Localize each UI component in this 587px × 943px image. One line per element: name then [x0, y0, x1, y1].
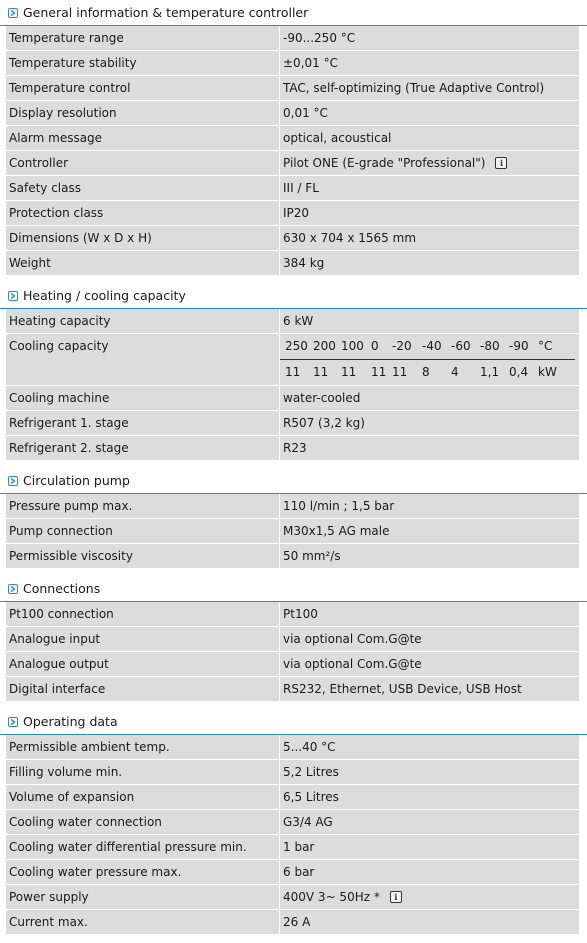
row-value-with-info [280, 151, 580, 176]
spec-table-connections [6, 602, 579, 702]
section-header-operating-data[interactable] [0, 709, 587, 735]
section-title: Circulation pump [23, 473, 130, 488]
spec-table-general [6, 26, 579, 276]
row-label: Pt100 connection [6, 602, 280, 627]
row-value: 1 bar [280, 835, 580, 860]
capacity-cell: 0,4 [509, 365, 529, 379]
row-label: Digital interface [6, 677, 280, 702]
temperature-cell: 0 [371, 339, 379, 353]
row-value: 50 mm²/s [280, 544, 580, 569]
info-icon[interactable]: i [495, 157, 507, 169]
section-gap [0, 702, 587, 709]
table-row [6, 735, 579, 760]
spec-table-operating-data [6, 735, 579, 935]
section-general [0, 0, 587, 276]
row-label: Pressure pump max. [6, 494, 280, 519]
row-value: 5,2 Litres [280, 760, 580, 785]
capacity-cell: 11 [392, 365, 408, 379]
temperature-cell: -80 [480, 339, 500, 353]
temperature-cell: -60 [451, 339, 471, 353]
row-value: III / FL [280, 176, 580, 201]
section-heating-cooling [0, 283, 587, 461]
row-value: 110 l/min ; 1,5 bar [280, 494, 580, 519]
row-label: Dimensions (W x D x H) [6, 226, 280, 251]
row-value: 26 A [280, 910, 580, 935]
table-row [6, 627, 579, 652]
row-label: Temperature control [6, 76, 280, 101]
section-gap [0, 569, 587, 576]
row-label: Weight [6, 251, 280, 276]
table-row [6, 885, 579, 910]
table-row [6, 652, 579, 677]
row-label: Analogue input [6, 627, 280, 652]
expand-section-icon[interactable] [8, 8, 18, 18]
row-value: Pilot ONE (E-grade "Professional") [283, 156, 486, 170]
row-label: Permissible viscosity [6, 544, 280, 569]
row-label: Analogue output [6, 652, 280, 677]
table-row [6, 760, 579, 785]
table-row [6, 226, 579, 251]
row-label: Display resolution [6, 101, 280, 126]
row-value: 6 kW [280, 309, 580, 334]
temperature-cell: -40 [422, 339, 442, 353]
row-value: -90...250 °C [280, 26, 580, 51]
temperature-cell: -90 [509, 339, 529, 353]
row-label: Cooling water pressure max. [6, 860, 280, 885]
row-label: Controller [6, 151, 280, 176]
table-row [6, 860, 579, 885]
table-row [6, 176, 579, 201]
table-row-cooling-capacity [6, 334, 579, 386]
capacity-cell: 11 [371, 365, 387, 379]
row-value: 6 bar [280, 860, 580, 885]
section-operating-data [0, 709, 587, 935]
row-label: Safety class [6, 176, 280, 201]
row-value: RS232, Ethernet, USB Device, USB Host [280, 677, 580, 702]
row-value: 630 x 704 x 1565 mm [280, 226, 580, 251]
spec-table-heating-cooling [6, 309, 579, 461]
expand-section-icon[interactable] [8, 476, 18, 486]
cooling-temperatures-row [280, 334, 575, 360]
row-value: 384 kg [280, 251, 580, 276]
row-label: Refrigerant 1. stage [6, 411, 280, 436]
temperature-cell: 200 [313, 339, 336, 353]
row-label: Cooling machine [6, 386, 280, 411]
section-gap [0, 276, 587, 283]
table-row [6, 910, 579, 935]
row-value: water-cooled [280, 386, 580, 411]
table-row [6, 26, 579, 51]
table-row [6, 151, 579, 176]
cooling-capacity-grid [280, 334, 580, 386]
row-value: Pt100 [280, 602, 580, 627]
row-value: ±0,01 °C [280, 51, 580, 76]
section-connections [0, 576, 587, 702]
section-header-connections[interactable] [0, 576, 587, 602]
row-label: Temperature range [6, 26, 280, 51]
table-row [6, 494, 579, 519]
capacity-cell: 11 [341, 365, 357, 379]
expand-section-icon[interactable] [8, 717, 18, 727]
row-value: 0,01 °C [280, 101, 580, 126]
row-label: Cooling water connection [6, 810, 280, 835]
expand-section-icon[interactable] [8, 291, 18, 301]
table-row [6, 436, 579, 461]
capacity-cell: 11 [285, 365, 301, 379]
section-circulation-pump [0, 468, 587, 569]
temperature-cell: 100 [341, 339, 364, 353]
table-row [6, 411, 579, 436]
table-row [6, 677, 579, 702]
temperature-unit: °C [538, 339, 553, 353]
table-row [6, 101, 579, 126]
row-value: via optional Com.G@te [280, 627, 580, 652]
row-label: Current max. [6, 910, 280, 935]
section-header-general[interactable] [0, 0, 587, 26]
table-row [6, 126, 579, 151]
row-label: Refrigerant 2. stage [6, 436, 280, 461]
row-value: R23 [280, 436, 580, 461]
table-row [6, 810, 579, 835]
table-row [6, 835, 579, 860]
section-title: General information & temperature controller [23, 5, 309, 20]
cooling-capacities-row [280, 360, 575, 385]
temperature-cell: 250 [285, 339, 308, 353]
info-icon[interactable]: i [390, 891, 402, 903]
table-row [6, 544, 579, 569]
row-value: M30x1,5 AG male [280, 519, 580, 544]
temperature-cell: -20 [392, 339, 412, 353]
capacity-cell: 1,1 [480, 365, 500, 379]
table-row [6, 785, 579, 810]
expand-section-icon[interactable] [8, 584, 18, 594]
spec-table-circulation-pump [6, 494, 579, 569]
row-value: optical, acoustical [280, 126, 580, 151]
table-row [6, 309, 579, 334]
row-label: Temperature stability [6, 51, 280, 76]
row-label: Volume of expansion [6, 785, 280, 810]
capacity-cell: 11 [313, 365, 329, 379]
section-title: Operating data [23, 714, 118, 729]
row-value-with-info [280, 885, 580, 910]
table-row [6, 51, 579, 76]
row-label: Cooling capacity [6, 334, 280, 386]
row-label: Alarm message [6, 126, 280, 151]
row-value: IP20 [280, 201, 580, 226]
section-title: Heating / cooling capacity [23, 288, 186, 303]
section-gap [0, 461, 587, 468]
table-row [6, 602, 579, 627]
capacity-cell: 8 [422, 365, 430, 379]
row-label: Permissible ambient temp. [6, 735, 280, 760]
row-value: 400V 3~ 50Hz * [283, 890, 380, 904]
row-label: Filling volume min. [6, 760, 280, 785]
table-row [6, 251, 579, 276]
row-value: TAC, self-optimizing (True Adaptive Control) [280, 76, 580, 101]
row-value: via optional Com.G@te [280, 652, 580, 677]
row-label: Pump connection [6, 519, 280, 544]
table-row [6, 201, 579, 226]
row-label: Protection class [6, 201, 280, 226]
table-row [6, 76, 579, 101]
section-header-circulation-pump[interactable] [0, 468, 587, 494]
row-label: Cooling water differential pressure min. [6, 835, 280, 860]
row-value: 6,5 Litres [280, 785, 580, 810]
row-value: R507 (3,2 kg) [280, 411, 580, 436]
capacity-cell: 4 [451, 365, 459, 379]
capacity-unit: kW [538, 365, 557, 379]
table-row [6, 519, 579, 544]
row-label: Heating capacity [6, 309, 280, 334]
table-row [6, 386, 579, 411]
section-header-heating-cooling[interactable] [0, 283, 587, 309]
row-value: G3/4 AG [280, 810, 580, 835]
row-value: 5...40 °C [280, 735, 580, 760]
section-title: Connections [23, 581, 101, 596]
row-label: Power supply [6, 885, 280, 910]
